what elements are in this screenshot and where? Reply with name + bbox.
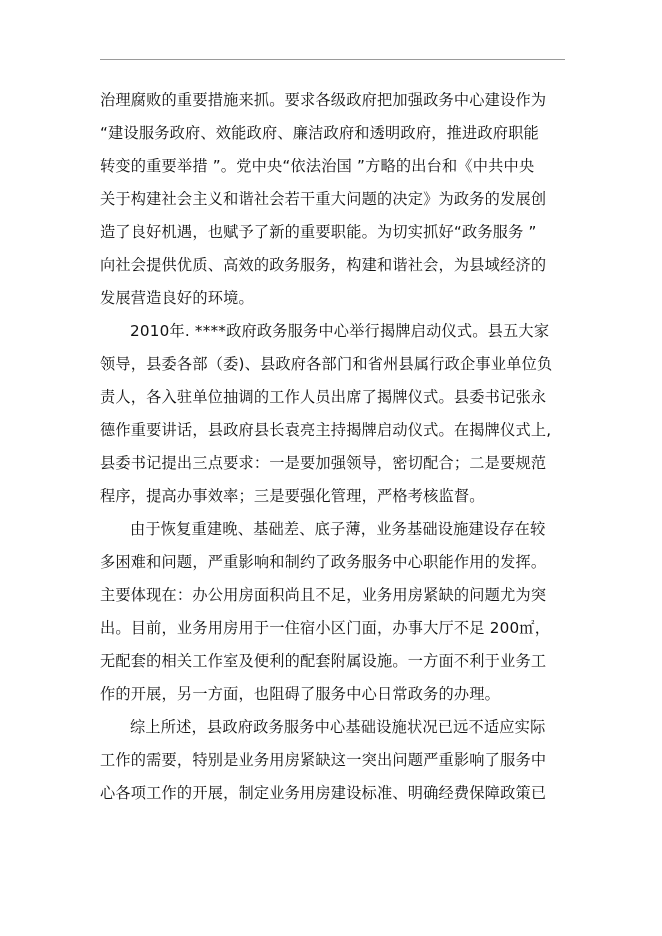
paragraph-2 <box>100 315 570 513</box>
text-line: 造了良好机遇，也赋予了新的重要职能。为切实抓好“政务服务 ” <box>100 223 537 241</box>
text-line: 工作的需要，特别是业务用房紧缺这一突出问题严重影响了服务中 <box>100 751 547 769</box>
text-line: 心各项工作的开展，制定业务用房建设标准、明确经费保障政策已 <box>100 784 547 802</box>
text-line: 程序，提高办事效率；三是要强化管理，严格考核监督。 <box>100 487 485 505</box>
text-line: 2010年. ****政府政务服务中心举行揭牌启动仪式。县五大家 <box>130 322 550 340</box>
paragraph-1 <box>100 84 570 315</box>
text-line: 多困难和问题，严重影响和制约了政务服务中心职能作用的发挥。 <box>100 553 547 571</box>
paragraph-3 <box>100 513 570 711</box>
text-line: 治理腐败的重要措施来抓。要求各级政府把加强政务中心建设作为 <box>100 91 547 109</box>
text-line: 德作重要讲话，县政府县长袁亮主持揭牌启动仪式。在揭牌仪式上, <box>100 421 552 439</box>
text-line: 转变的重要举措 ”。党中央“依法治国 ”方略的出台和《中共中央 <box>100 157 535 175</box>
text-line: 关于构建社会主义和谐社会若干重大问题的决定》为政务的发展创 <box>100 190 547 208</box>
text-line: 出。目前，业务用房用于一住宿小区门面，办事大厅不足 200㎡， <box>100 619 551 637</box>
text-line: 主要体现在：办公用房面积尚且不足，业务用房紧缺的问题尤为突 <box>100 586 547 604</box>
text-line: 领导，县委各部（委)、县政府各部门和省州县属行政企事业单位负 <box>100 355 553 373</box>
document-body <box>100 84 570 810</box>
text-line: 由于恢复重建晚、基础差、底子薄，业务基础设施建设存在较 <box>130 520 546 538</box>
text-line: “建设服务政府、效能政府、廉洁政府和透明政府，推进政府职能 <box>100 124 539 142</box>
text-line: 县委书记提出三点要求：一是要加强领导，密切配合；二是要规范 <box>100 454 547 472</box>
text-line: 向社会提供优质、高效的政务服务，构建和谐社会，为县域经济的 <box>100 256 547 274</box>
text-line: 责人，各入驻单位抽调的工作人员出席了揭牌仪式。县委书记张永 <box>100 388 547 406</box>
text-line: 无配套的相关工作室及便利的配套附属设施。一方面不利于业务工 <box>100 652 547 670</box>
paragraph-4 <box>100 711 570 810</box>
header-rule <box>100 59 565 60</box>
text-line: 发展营造良好的环境。 <box>100 289 254 307</box>
text-line: 作的开展，另一方面，也阻碍了服务中心日常政务的办理。 <box>100 685 501 703</box>
text-line: 综上所述，县政府政务服务中心基础设施状况已远不适应实际 <box>130 718 546 736</box>
